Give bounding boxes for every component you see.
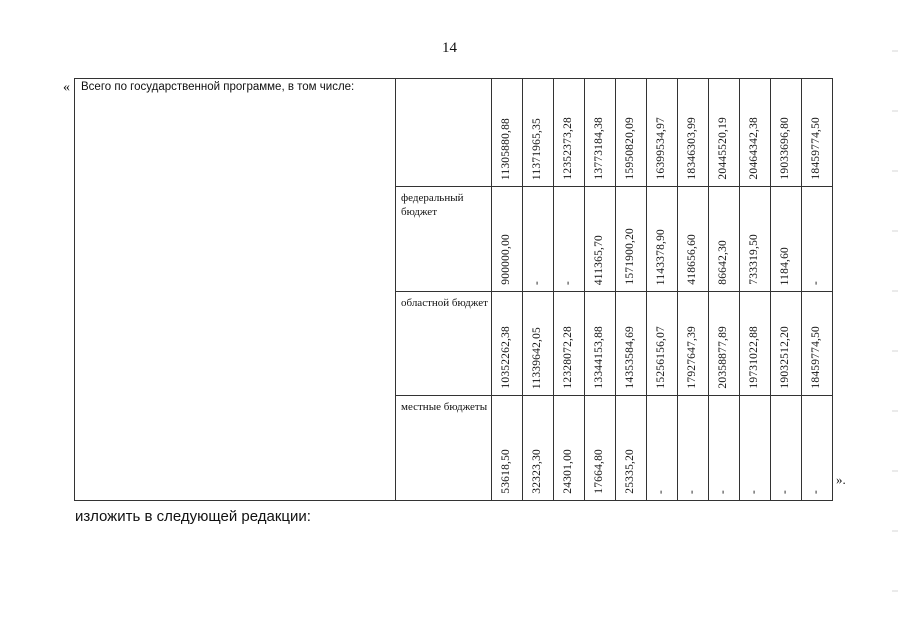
value-text: 20358877,89	[717, 326, 729, 389]
value-text: -	[810, 489, 822, 494]
value-cell	[678, 396, 709, 501]
value-cell	[616, 396, 647, 501]
value-text: 411365,70	[593, 234, 605, 285]
value-cell	[523, 396, 554, 501]
value-text: -	[562, 280, 574, 285]
value-text: -	[779, 489, 791, 494]
value-cell	[740, 292, 771, 396]
value-text: 11305880,88	[500, 117, 512, 180]
value-text: -	[717, 489, 729, 494]
scan-artifact	[892, 20, 898, 620]
quote-open: «	[63, 80, 70, 95]
value-cell	[554, 187, 585, 292]
value-cell	[554, 292, 585, 396]
value-cell	[709, 396, 740, 501]
value-cell	[678, 292, 709, 396]
value-text: 25335,20	[624, 449, 636, 494]
value-cell	[492, 79, 523, 187]
row-title: Всего по государственной программе, в том числе:	[75, 79, 396, 501]
value-text: 86642,30	[717, 240, 729, 285]
value-text: -	[686, 489, 698, 494]
value-text: 24301,00	[562, 449, 574, 494]
value-text: 17927647,39	[686, 326, 698, 389]
value-text: 15950820,09	[624, 117, 636, 180]
value-text: 14353584,69	[624, 326, 636, 389]
value-cell	[740, 79, 771, 187]
value-cell	[616, 292, 647, 396]
budget-label	[396, 79, 492, 187]
value-text: 733319,50	[748, 234, 760, 285]
value-text: 10352262,38	[500, 326, 512, 389]
value-cell	[771, 79, 802, 187]
value-cell	[554, 79, 585, 187]
budget-label: областной бюджет	[396, 292, 492, 396]
value-text: 1571900,20	[624, 228, 636, 285]
value-text: -	[748, 489, 760, 494]
value-text: 18459774,50	[810, 117, 822, 180]
value-cell	[647, 396, 678, 501]
value-cell	[802, 79, 833, 187]
value-cell	[585, 187, 616, 292]
value-cell	[709, 79, 740, 187]
value-cell	[616, 187, 647, 292]
value-cell	[554, 396, 585, 501]
value-text: 19032512,20	[779, 326, 791, 389]
value-cell	[492, 396, 523, 501]
value-text: 20445520,19	[717, 117, 729, 180]
value-cell	[740, 187, 771, 292]
value-text: 17664,80	[593, 449, 605, 494]
value-text: 19033696,80	[779, 117, 791, 180]
value-cell	[492, 292, 523, 396]
value-cell	[647, 292, 678, 396]
value-cell	[647, 187, 678, 292]
value-cell	[523, 79, 554, 187]
value-text: 11339642,05	[531, 326, 543, 389]
value-text: 15256156,07	[655, 326, 667, 389]
value-text: 16399534,97	[655, 117, 667, 180]
value-text: 18459774,50	[810, 326, 822, 389]
value-text: -	[531, 280, 543, 285]
value-cell	[585, 292, 616, 396]
value-cell	[678, 79, 709, 187]
value-cell	[740, 396, 771, 501]
value-text: -	[655, 489, 667, 494]
value-cell	[647, 79, 678, 187]
value-cell	[585, 396, 616, 501]
value-text: 1184,60	[779, 246, 791, 285]
value-cell	[802, 396, 833, 501]
value-cell	[585, 79, 616, 187]
value-cell	[492, 187, 523, 292]
value-cell	[771, 292, 802, 396]
value-text: 418656,60	[686, 234, 698, 285]
value-cell	[771, 187, 802, 292]
value-cell	[802, 187, 833, 292]
value-text: 18346303,99	[686, 117, 698, 180]
value-text: -	[810, 280, 822, 285]
value-cell	[771, 396, 802, 501]
value-cell	[802, 292, 833, 396]
value-cell	[709, 187, 740, 292]
quote-close: ».	[836, 472, 846, 487]
table-row	[75, 79, 833, 187]
value-text: 12328072,28	[562, 326, 574, 389]
value-text: 11371965,35	[531, 117, 543, 180]
value-text: 900000,00	[500, 234, 512, 285]
budget-label: местные бюджеты	[396, 396, 492, 501]
page-number: 14	[442, 40, 457, 56]
value-cell	[523, 292, 554, 396]
budget-table	[74, 78, 833, 501]
value-text: 13773184,38	[593, 117, 605, 180]
value-cell	[523, 187, 554, 292]
value-text: 20464342,38	[748, 117, 760, 180]
instruction-text: изложить в следующей редакции:	[75, 508, 311, 525]
value-cell	[709, 292, 740, 396]
budget-label: федеральный бюджет	[396, 187, 492, 292]
value-text: 12352373,28	[562, 117, 574, 180]
value-text: 19731022,88	[748, 326, 760, 389]
value-cell	[616, 79, 647, 187]
value-text: 13344153,88	[593, 326, 605, 389]
value-cell	[678, 187, 709, 292]
value-text: 1143378,90	[655, 228, 667, 285]
value-text: 53618,50	[500, 449, 512, 494]
value-text: 32323,30	[531, 449, 543, 494]
